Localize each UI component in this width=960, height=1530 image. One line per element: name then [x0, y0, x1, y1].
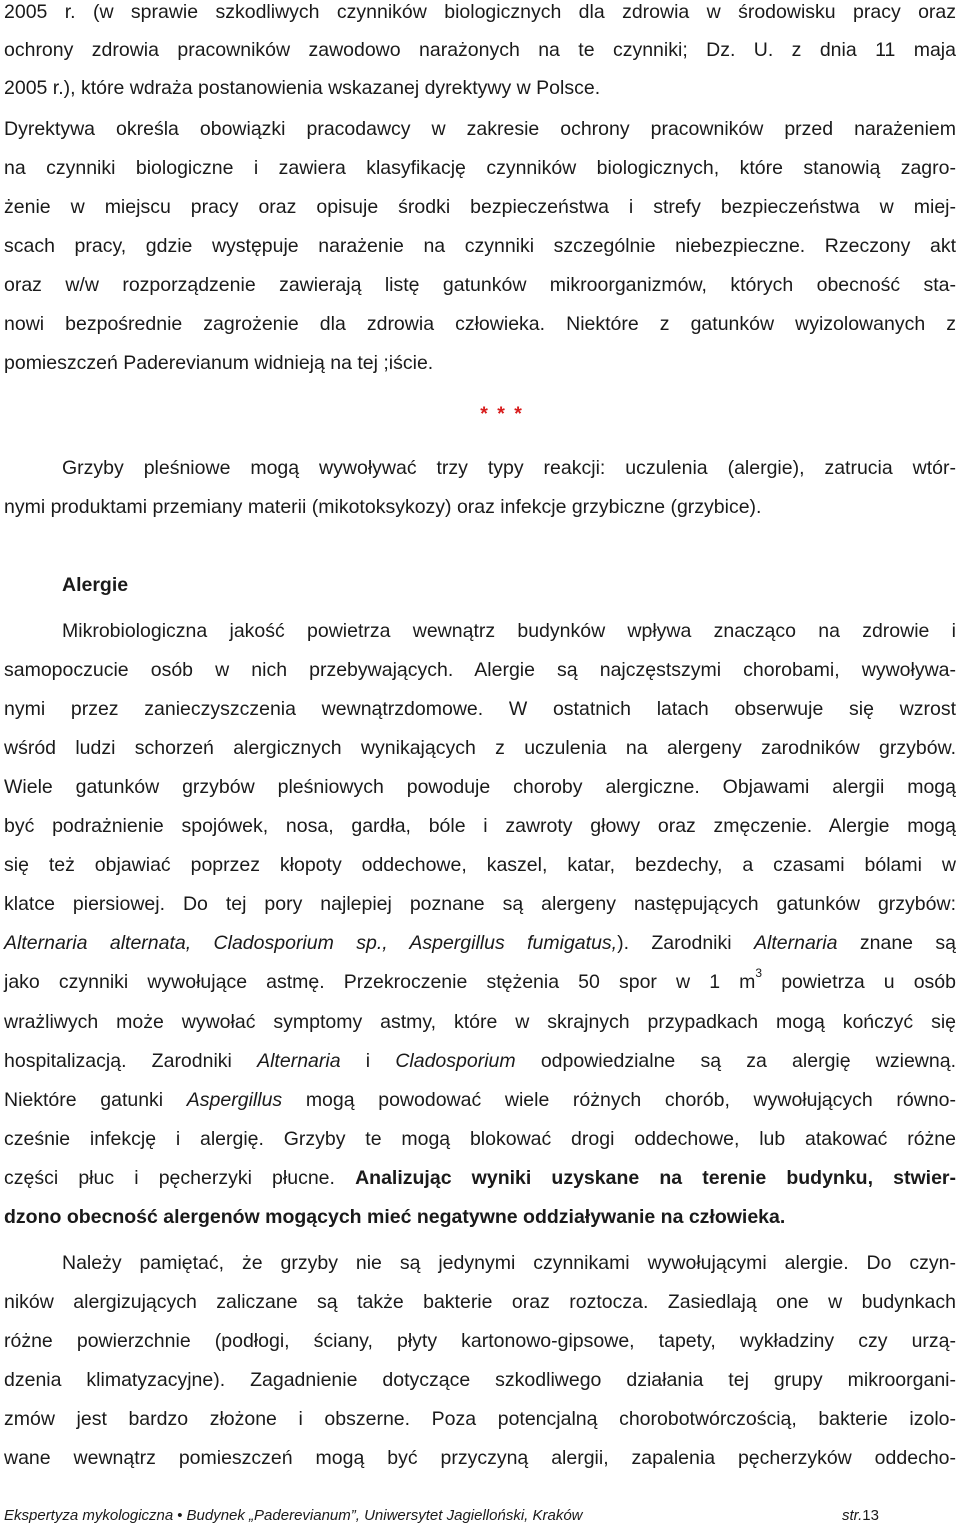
text-fragment: hospitalizacją. Zarodniki — [4, 1050, 232, 1072]
footer-location: Budynek „Paderevianum”, Uniwersytet Jagielloński, Kraków — [186, 1507, 583, 1524]
text-line: samopoczucie osób w nich przebywających. Alergie są najczęstszymi chorobami, wywoływa- — [4, 659, 956, 681]
superscript: 3 — [755, 965, 763, 980]
text-fragment: znane są — [859, 932, 957, 954]
text-line: 2005 r.), które wdraża postanowienia wskazanej dyrektywy w Polsce. — [4, 77, 601, 99]
species-names: Alternaria alternata, Cladosporium sp., Aspergillus fumigatus, — [4, 932, 618, 954]
page-footer — [4, 1507, 888, 1525]
text-line: ników alergizujących zaliczane są także bakterie oraz roztocza. Zasiedlają one w budynkach — [4, 1291, 956, 1313]
text-fragment: jako czynniki wywołujące astmę. Przekroczenie stężenia 50 spor w 1 m — [4, 971, 756, 993]
text-line: żenie w miejscu pracy oraz opisuje środki bezpieczeństwa i strefy bezpieczeństwa w miej- — [4, 196, 956, 218]
text-line: na czynniki biologiczne i zawiera klasyfikację czynników biologicznych, które stanowią zagro- — [4, 157, 956, 179]
text-fragment: części płuc i pęcherzyki płucne. — [4, 1167, 335, 1189]
text-fragment: mogą powodować wiele różnych chorób, wywołujących równo- — [305, 1089, 956, 1111]
footer-title: Ekspertyza mykologiczna — [4, 1507, 174, 1524]
text-fragment: i — [365, 1050, 371, 1072]
text-line: Grzyby pleśniowe mogą wywoływać trzy typy reakcji: uczulenia (alergie), zatrucia wtór- — [62, 457, 956, 479]
text-fragment: ). Zarodniki — [617, 932, 732, 954]
text-fragment: Niektóre gatunki — [4, 1089, 164, 1111]
text-line: Dyrektywa określa obowiązki pracodawcy w zakresie ochrony pracowników przed narażeniem — [4, 118, 956, 140]
text-line: wrażliwych może wywołać symptomy astmy, które w skrajnych przypadkach mogą kończyć się — [4, 1011, 956, 1033]
text-line: różne powierzchnie (podłogi, ściany, płyty kartonowo-gipsowe, tapety, wykładziny czy urzą- — [4, 1330, 956, 1352]
section-heading-alergie: Alergie — [62, 574, 129, 596]
text-line: Należy pamiętać, że grzyby nie są jedynymi czynnikami wywołującymi alergie. Do czyn- — [62, 1252, 956, 1274]
text-line — [4, 1166, 956, 1190]
species-name: Aspergillus — [186, 1089, 283, 1111]
bold-conclusion: dzono obecność alergenów mogących mieć negatywne oddziaływanie na człowieka. — [4, 1206, 786, 1228]
text-line: być podrażnienie spojówek, nosa, gardła, bóle i zawroty głowy oraz zmęczenie. Alergie mogą — [4, 815, 956, 837]
text-line: nymi produktami przemiany materii (mikotoksykozy) oraz infekcje grzybiczne (grzybice). — [4, 496, 762, 518]
text-line: klatce piersiowej. Do tej pory najlepiej poznane są alergeny następujących gatunków grzybów: — [4, 893, 956, 915]
footer-separator: • — [177, 1507, 183, 1524]
bold-conclusion: Analizując wyniki uzyskane na terenie budynku, stwier- — [355, 1167, 957, 1189]
text-line: pomieszczeń Paderevianum widnieją na tej ;iście. — [4, 352, 434, 374]
page-number-prefix: str. — [842, 1507, 863, 1524]
text-line: cześnie infekcję i alergię. Grzyby te mogą blokować drogi oddechowe, lub atakować różne — [4, 1128, 956, 1150]
species-name: Alternaria — [754, 932, 838, 954]
text-line: ochrony zdrowia pracowników zawodowo narażonych na te czynniki; Dz. U. z dnia 11 maja — [4, 39, 956, 61]
text-line — [4, 1088, 956, 1112]
text-line: wane wewnątrz pomieszczeń mogą być przyczyną alergii, zapalenia pęcherzyków oddecho- — [4, 1447, 956, 1469]
text-line: scach pracy, gdzie występuje narażenie na czynniki szczególnie niebezpieczne. Rzeczony akt — [4, 235, 956, 257]
text-line: oraz w/w rozporządzenie zawierają listę gatunków mikroorganizmów, których obecność sta- — [4, 274, 956, 296]
text-line: nymi przez zanieczyszczenia wewnątrzdomowe. W ostatnich latach obserwuje się wzrost — [4, 698, 956, 720]
text-fragment: odpowiedzialne są za alergię wziewną. — [540, 1050, 956, 1072]
text-line — [4, 931, 956, 955]
text-line: nowi bezpośrednie zagrożenie dla zdrowia człowieka. Niektóre z gatunków wyizolowanych z — [4, 313, 956, 335]
text-line: się też objawiać poprzez kłopoty oddechowe, kaszel, katar, bezdechy, a czasami bólami w — [4, 854, 956, 876]
text-line: dzenia klimatyzacyjne). Zagadnienie dotyczące szkodliwego działania tej grupy mikroorgani- — [4, 1369, 956, 1391]
text-line: wśród ludzi schorzeń alergicznych wynikających z uczulenia na alergeny zarodników grzybów. — [4, 737, 956, 759]
text-line: Wiele gatunków grzybów pleśniowych powoduje choroby alergiczne. Objawami alergii mogą — [4, 776, 956, 798]
text-line — [4, 1049, 956, 1073]
section-separator: * * * — [480, 403, 524, 425]
page-number — [842, 1507, 879, 1525]
species-name: Alternaria — [257, 1050, 341, 1072]
text-line: zmów jest bardzo złożone i obszerne. Poza potencjalną chorobotwórczością, bakterie izolo- — [4, 1408, 956, 1430]
species-name: Cladosporium — [395, 1050, 516, 1072]
text-line: Mikrobiologiczna jakość powietrza wewnątrz budynków wpływa znacząco na zdrowie i — [62, 620, 956, 642]
text-line — [4, 965, 957, 994]
text-line: 2005 r. (w sprawie szkodliwych czynników biologicznych dla zdrowia w środowisku pracy oraz — [4, 1, 956, 23]
text-fragment: powietrza u osób — [781, 971, 957, 993]
page-number-value: 13 — [862, 1507, 879, 1524]
